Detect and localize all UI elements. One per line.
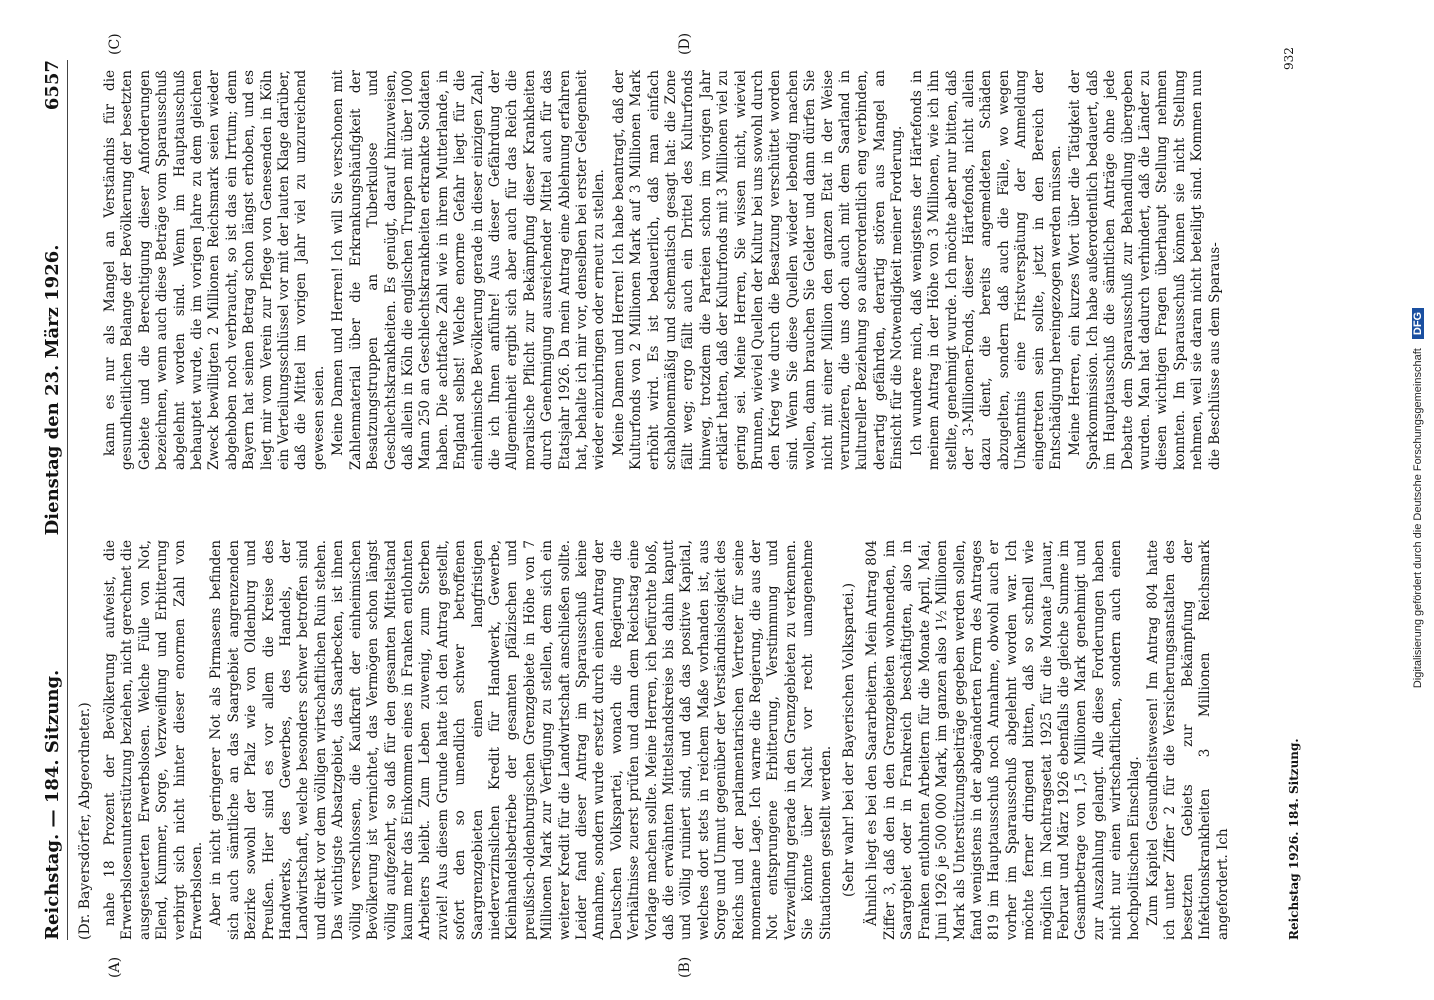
scanned-page [17, 0, 1417, 1000]
paragraph: Meine Damen und Herren! Ich will Sie verschonen mit Zahlenmaterial über die Erkrankungshäufigkeit der Besatzungstruppen an Tuberkulose und Geschlechtskrankheiten. Es genügt, darauf hinzuweisen, daß allein in Köln die englischen Truppen mit über 1000 Mann 250 an Geschlechtskrankheiten erkrankte Soldaten haben. Die achtfache Zahl wie in ihrem Mutterlande, in England selbst! Welche enorme Gefahr liegt für die einheimische Bevölkerung gerade in dieser einzigen Zahl, die ich Ihnen anführe! Aus dieser Gefährdung der Allgemeinheit ergibt sich aber auch für das Reich die moralische Pflicht zur Bekämpfung dieser Krankheiten durch Genehmigung ausreichender Mittel auch für das Etatsjahr 1926. Da mein Antrag eine Ablehnung erfahren hat, behalte ich mir vor, denselben bei erster Gelegenheit wieder einzubringen oder erneut zu stellen. [330, 70, 608, 470]
dfg-logo: DFG [1412, 308, 1424, 339]
margin-marker-b: (B) [677, 956, 693, 978]
page-footer: Reichstag 1926. 184. Sitzung. [1287, 738, 1301, 940]
page-number: 6557 [41, 60, 63, 111]
paragraph: Meine Herren, ein kurzes Wort über die Tätigkeit der Sparkommission. Ich habe außerordentlich bedauert, daß im Hauptausschuß die sämtlichen Anträge ohne jede Debatte dem Sparausschuß zur Behandlung übergeben wurden. Man hat dadurch verhindert, daß die Länder zu diesen wichtigen Fragen überhaupt Stellung nehmen konnten. Im Sparausschuß können sie nicht Stellung nehmen, weil sie daran nicht beteiligt sind. Kommen nun die Beschlüsse aus dem Sparaus- [1067, 70, 1223, 470]
margin-marker-d: (D) [677, 32, 693, 55]
paragraph: Zum Kapitel Gesundheitswesen! Im Antrag 804 hatte ich unter Ziffer 2 für die Versicherungsanstalten des besetzten Gebiets zur Bekämpfung der Infektionskrankheiten 3 Millionen Reichsmark angefordert. Ich [1144, 540, 1231, 940]
right-column [102, 70, 1226, 470]
paragraph: Meine Damen und Herren! Ich habe beantragt, daß der Kulturfonds von 2 Millionen Mark auf 3 Millionen Mark erhöht wird. Es ist bedauerlich, daß man einfach schablonenmäßig und schematisch gesagt hat: die Zone fällt weg; ergo fällt auch ein Drittel des Kulturfonds hinweg, trotzdem die Parteien schon im vorigen Jahr erklärt hatten, daß der Kulturfonds mit 3 Millionen viel zu gering sei. Meine Herren, Sie wissen nicht, wieviel Brunnen, wieviel Quellen der Kultur bei uns sowohl durch den Krieg wie durch die Besatzung verschüttet worden sind. Wenn Sie diese Quellen wieder lebendig machen wollen, dann brauchen Sie Gelder und dann dürfen Sie nicht mit einer Million den ganzen Etat in der Weise verunzieren, die uns doch auch mit dem Saarland in kultureller Beziehung so außerordentlich eng verbinden, derartig gefährden, derartig stören aus Mangel an Einsicht für die Notwendigkeit meiner Forderung. [610, 70, 906, 470]
margin-marker-c: (C) [107, 33, 123, 55]
credit-text: Digitalisierung gefördert durch die Deutsche Forschungsgemeinschaft [1412, 348, 1424, 689]
paragraph: kann es nur als Mangel an Verständnis für die gesundheitlichen Belange der Bevölkerung der besetzten Gebiete und die Berechtigung dieser Anforderungen bezeichnen, wenn auch diese Beträge vom Sparausschuß abgelehnt worden sind. Wenn im Hauptausschuß behauptet wurde, die im vorigen Jahre zu dem gleichen Zweck bewilligten 2 Millionen Reichsmark seien wieder abgehoben noch verbraucht, so ist das ein Irrtum; denn Bayern hat seinen Betrag schon längst erhoben, und es liegt mir vom Verein zur Pflege von Genesenden in Köln ein Verteilungsschlüssel vor mit der lauten Klage darüber, daß die Mittel im vorigen Jahr viel zu unzureichend gewesen seien. [102, 70, 327, 470]
interjection: (Sehr wahr! bei der Bayerischen Volkspartei.) [841, 582, 858, 898]
margin-marker-a: (A) [107, 956, 123, 978]
left-column [102, 540, 1234, 940]
paragraph: Aber in nicht geringerer Not als Pirmasens befinden sich auch sämtliche an das Saargebiet angrenzenden Bezirke sowohl der Pfalz wie von Oldenburg und Preußen. Hier sind es vor allem die Kreise des Handwerks, des Gewerbes, des Handels, der Landwirtschaft, welche besonders schwer betroffen sind und direkt vor dem völligen wirtschaftlichen Ruin stehen. Das wichtigste Absatzgebiet, das Saarbecken, ist ihnen völlig verschlossen, die Kaufkraft der einheimischen Bevölkerung ist vernichtet, das Vermögen schon längst völlig aufgezehrt, so daß für den gesamten Mittelstand kaum mehr das Einkommen eines in Franken entlohnten Arbeiters bleibt. Zum Leben zuwenig, zum Sterben zuviel! Aus diesem Grunde hatte ich den Antrag gestellt, sofort den so unendlich schwer betroffenen Saargrenzgebieten einen langfristigen niederverzinslichen Kredit für Handwerk, Gewerbe, Kleinhandelsbetriebe der gesamten pfälzischen und preußisch-oldenburgischen Grenzgebiete in Höhe von 7 Millionen Mark zur Verfügung zu stellen, dem sich ein weiterer Kredit für die Landwirtschaft anschließen sollte. Leider fand dieser Antrag im Sparausschuß keine Annahme, sondern wurde ersetzt durch einen Antrag der Deutschen Volkspartei, wonach die Regierung die Verhältnisse zuerst prüfen und dann dem Reichstag eine Vorlage machen sollte. Meine Herren, ich befürchte bloß, daß die erwähnten Mittelstandskreise bis dahin kaputt und völlig ruiniert sind, und daß das positive Kapital, welches dort stets in reichem Maße vorhanden ist, aus Sorge und Unmut gegenüber der Verständnislosigkeit des Reichs und der parlamentarischen Vertreter für seine momentane Lage. Ich warne die Regierung, die aus der Not entsprungene Erbitterung, Verstimmung und Verzweiflung gerade in den Grenzgebieten zu verkennen. Sie könnte über Nacht vor recht unangenehme Situationen gestellt werden. [208, 540, 834, 940]
header-left: Reichstag. — 184. Sitzung. [41, 669, 63, 940]
page-header [37, 60, 68, 940]
paragraph: Ähnlich liegt es bei den Saararbeitern. Mein Antrag 804 Ziffer 3, daß den in den Grenzgebieten wohnenden, im Saargebiet oder in Frankreich beschäftigten, also in Franken entlohnten Arbeitern für die Monate April, Mai, Juni 1926 je 500 000 Mark, im ganzen also 1½ Millionen Mark als Unterstützungsbeiträge gegeben werden sollen, fand wenigstens in der abgeänderten Form des Antrages 819 im Hauptausschuß noch Annahme, obwohl auch er vorher im Sparausschuß abgelehnt worden war. Ich möchte ferner dringend bitten, daß so schnell wie möglich im Nachtragsetat 1925 für die Monate Januar, Februar und März 1926 ebenfalls die gleiche Summe im Gesamtbetrage von 1,5 Millionen Mark genehmigt und zur Auszahlung gelangt. Alle diese Forderungen haben nicht nur einen wirtschaftlichen, sondern auch einen hochpolitischen Einschlag. [864, 540, 1142, 940]
paragraph: nahe 18 Prozent der Bevölkerung aufweist, die Erwerbslosenunterstützung beziehen, nicht gerechnet die ausgesteuerten Erwerbslosen. Welche Fülle von Not, Elend, Kummer, Sorge, Verzweiflung und Erbitterung verbirgt sich nicht hinter dieser enormen Zahl von Erwerbslosen. [102, 540, 206, 940]
paragraph: Ich wundere mich, daß wenigstens der Härtefonds in meinem Antrag in der Höhe von 3 Millionen, wie ich ihn stellte, genehmigt wurde. Ich möchte aber nur bitten, daß der 3-Millionen-Fonds, dieser Härtefonds, nicht allein dazu dient, die bereits angemeldeten Schäden abzugelten, sondern daß auch die Fälle, wo wegen Unkenntnis eine Fristverspätung der Anmeldung eingetreten sein sollte, jetzt in den Bereich der Entschädigung hereingezogen werden müssen. [908, 70, 1064, 470]
digitization-credit [1412, 8, 1424, 988]
speaker-line: (Dr. Bayersdörfer, Abgeordneter.) [77, 702, 93, 940]
page-reference: 932 [1282, 47, 1296, 70]
header-date: Dienstag den 23. März 1926. [41, 244, 63, 536]
